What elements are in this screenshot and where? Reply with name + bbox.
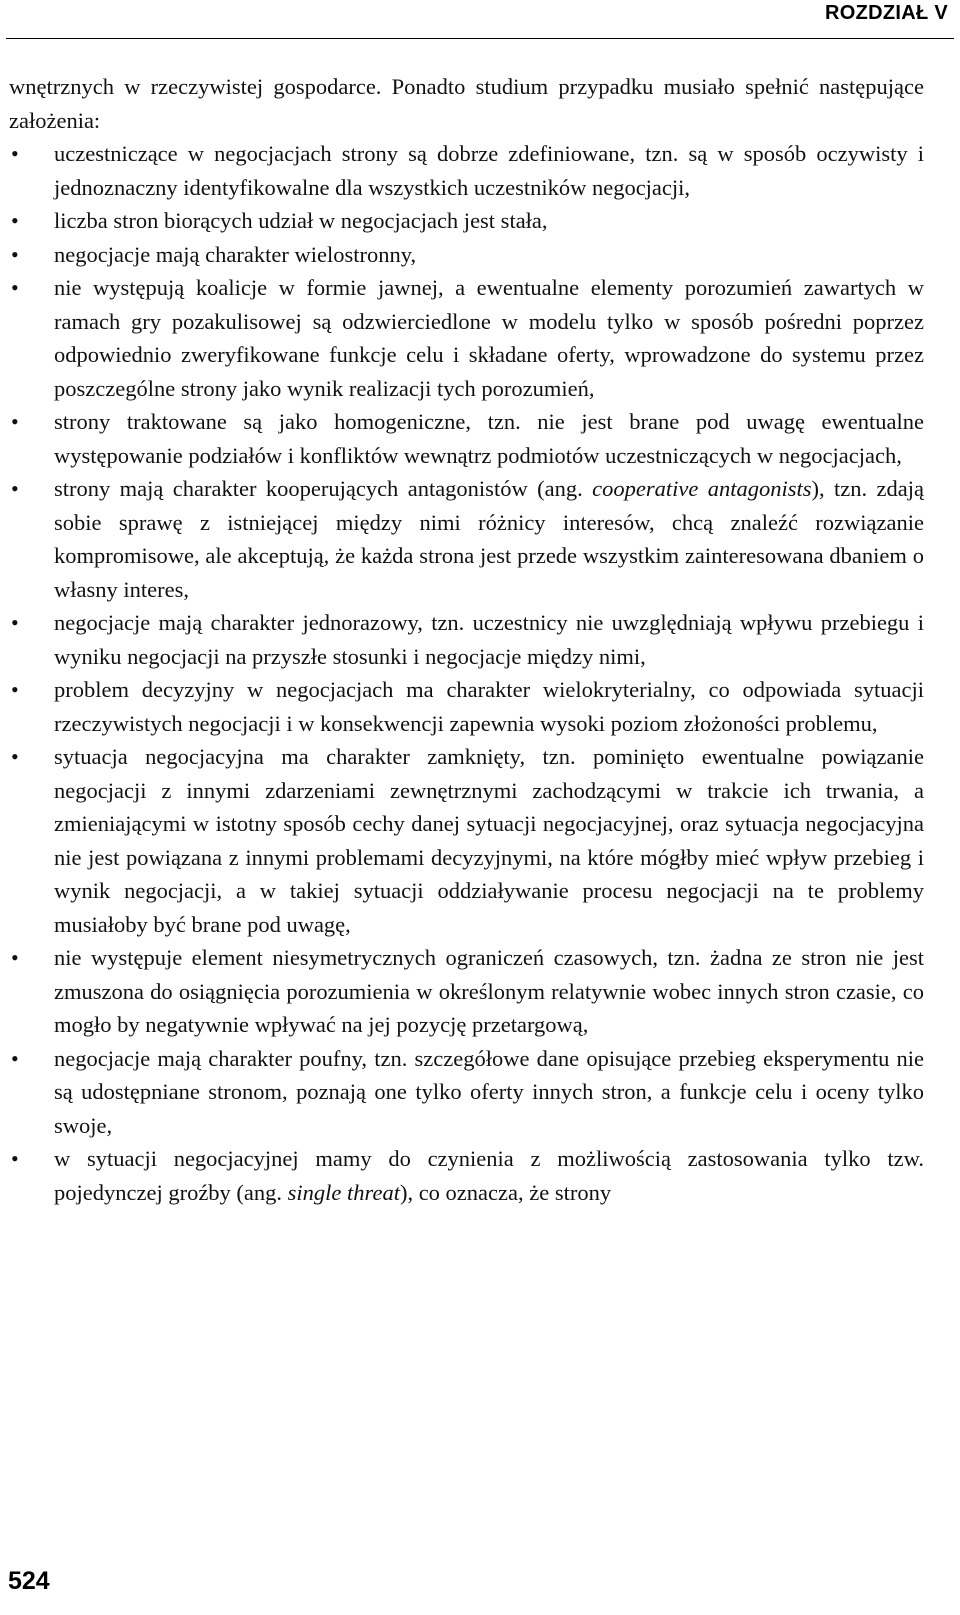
list-item [9, 472, 924, 606]
bullet-icon: • [11, 476, 19, 501]
list-item [9, 673, 924, 740]
english-term: cooperative antagonists [592, 476, 812, 501]
bullet-icon: • [11, 241, 19, 267]
bullet-icon: • [11, 208, 19, 233]
bullet-icon: • [11, 677, 19, 702]
list-item-text: problem decyzyjny w negocjacjach ma charakter wielokryterialny, co odpowiada sytuacji rzeczywistych negocjacji i w konsekwencji zapewnia wysoki poziom złożoności problemu, [54, 677, 924, 736]
list-item-text-after: ), co oznacza, że strony [399, 1179, 612, 1205]
list-item-text: nie występują koalicje w formie jawnej, a ewentualne elementy porozumień zawartych w ramach gry pozakulisowej są odzwierciedlone w modelu tylko w sposób pośredni poprzez odpowiednio zweryfikowane funkcje celu i składane oferty, wprowadzone do systemu przez poszczególne strony jako wynik realizacji tych porozumień, [54, 275, 924, 401]
bullet-icon: • [11, 1045, 19, 1071]
english-term: single threat [287, 1179, 400, 1205]
bullet-icon: • [11, 275, 19, 300]
chapter-title: ROZDZIAŁ V [825, 2, 948, 24]
list-item [9, 1142, 924, 1209]
list-item-text-after: ), tzn. zdają sobie sprawę z istniejącej między nimi różnicy interesów, chcą znaleźć rozwiązanie kompromisowe, ale akceptują, że każda strona jest przede wszystkim zainteresowana dbaniem o własny interes, [54, 476, 924, 602]
bullet-icon: • [11, 744, 19, 769]
bullet-icon: • [11, 141, 19, 166]
list-item [9, 740, 924, 941]
list-item-text: uczestniczące w negocjacjach strony są dobrze zdefiniowane, tzn. są w sposób oczywisty i jednoznaczny identyfikowalne dla wszystkich uczestników negocjacji, [54, 141, 924, 200]
list-item [9, 606, 924, 673]
page-header [0, 0, 960, 34]
list-item-text-before: w sytuacji negocjacyjnej mamy do czynienia z możliwością zastosowania tylko tzw. pojedynczej groźby (ang. [54, 1146, 924, 1205]
list-item-text: sytuacja negocjacyjna ma charakter zamknięty, tzn. pominięto ewentualne powiązanie negocjacji z innymi zdarzeniami zewnętrznymi zachodzącymi w trakcie ich trwania, a zmieniającymi w istotny sposób cechy danej sytuacji negocjacyjnej, oraz sytuacja negocjacyjna nie jest powiązana z innymi problemami decyzyjnymi, na które mógłby mieć wpływ przebieg i wynik negocjacji, a w takiej sytuacji oddziaływanie procesu negocjacji na te problemy musiałoby być brane pod uwagę, [54, 744, 924, 937]
list-item [9, 137, 924, 204]
bullet-icon: • [11, 610, 19, 635]
list-item [9, 238, 924, 272]
list-item [9, 941, 924, 1042]
body-text [9, 70, 924, 1209]
list-item-text: nie występuje element niesymetrycznych ograniczeń czasowych, tzn. żadna ze stron nie jest zmuszona do osiągnięcia porozumienia w określonym relatywnie wobec innych stron czasie, co mogło by negatywnie wpływać na jej pozycję przetargową, [54, 945, 924, 1037]
list-item [9, 271, 924, 405]
list-item [9, 204, 924, 238]
list-item-text: strony traktowane są jako homogeniczne, tzn. nie jest brane pod uwagę ewentualne występowanie podziałów i konfliktów wewnątrz podmiotów uczestniczących w negocjacjach, [54, 409, 924, 468]
page-number: 524 [8, 1567, 50, 1595]
intro-paragraph: wnętrznych w rzeczywistej gospodarce. Ponadto studium przypadku musiało spełnić następujące założenia: [9, 74, 924, 133]
header-rule [6, 38, 954, 39]
list-item-text: liczba stron biorących udział w negocjacjach jest stała, [54, 208, 548, 233]
bullet-icon: • [11, 1146, 19, 1171]
list-item [9, 1042, 924, 1143]
list-item [9, 405, 924, 472]
list-item-text: negocjacje mają charakter jednorazowy, tzn. uczestnicy nie uwzględniają wpływu przebiegu i wyniku negocjacji na przyszłe stosunki i negocjacje między nimi, [54, 610, 924, 669]
assumptions-list [9, 137, 924, 1209]
list-item-text-before: strony mają charakter kooperujących antagonistów (ang. [54, 476, 593, 501]
bullet-icon: • [11, 945, 19, 970]
list-item-text: negocjacje mają charakter poufny, tzn. szczegółowe dane opisujące przebieg eksperymentu nie są udostępniane stronom, poznają one tylko oferty innych stron, a funkcje celu i oceny tylko swoje, [54, 1045, 924, 1138]
bullet-icon: • [11, 409, 19, 434]
list-item-text: negocjacje mają charakter wielostronny, [54, 241, 417, 267]
